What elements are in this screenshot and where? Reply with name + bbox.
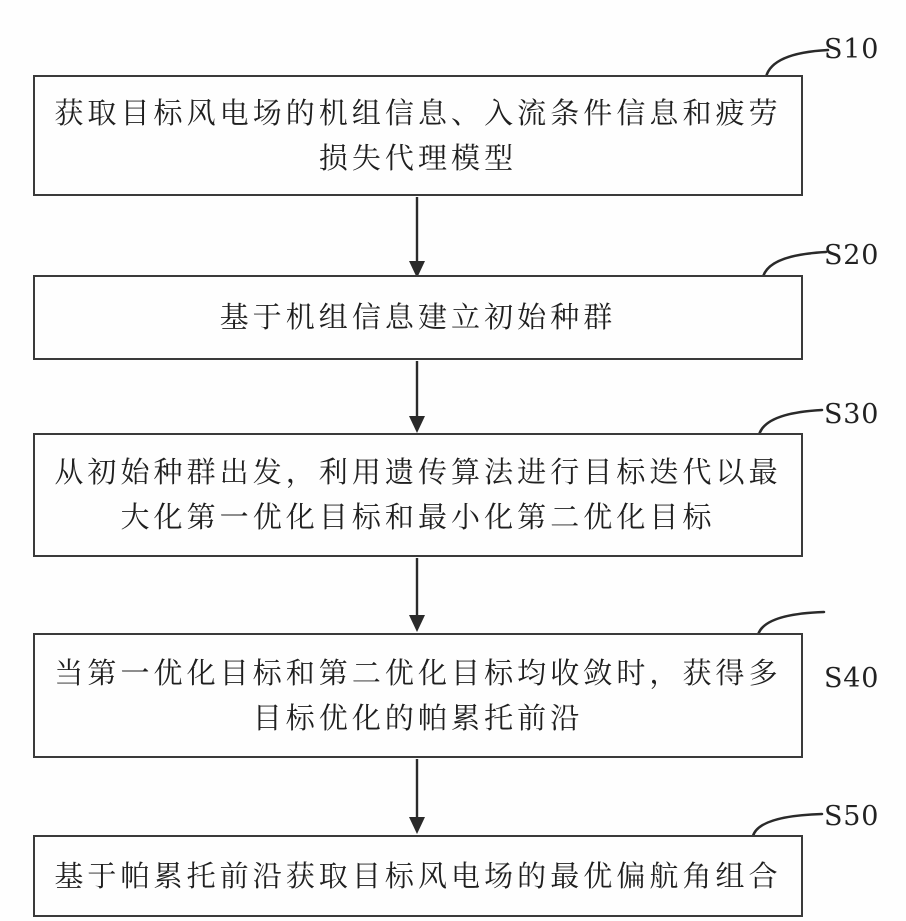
process-box-s40 (33, 633, 803, 758)
leader-line-s50 (753, 814, 822, 836)
process-text-s50: 基于帕累托前沿获取目标风电场的最优偏航角组合 (54, 858, 782, 893)
step-label-s50: S50 (824, 801, 880, 832)
process-box-s50 (33, 835, 803, 917)
step-label-s20: S20 (824, 240, 880, 271)
process-box-s30 (33, 433, 803, 557)
step-label-s30: S30 (824, 399, 880, 430)
step-label-s40: S40 (824, 663, 880, 694)
leader-line-s30 (759, 410, 822, 435)
leader-line-s40 (758, 612, 824, 635)
process-box-s10 (33, 75, 803, 196)
flow-arrow-3 (409, 558, 425, 632)
leader-line-s10 (766, 50, 828, 77)
process-text-s30: 从初始种群出发，利用遗传算法进行目标迭代以最大化第一优化目标和最小化第二优化目标 (54, 455, 782, 534)
process-box-s20 (33, 275, 803, 360)
flow-arrow-4 (409, 759, 425, 834)
process-text-s40: 当第一优化目标和第二优化目标均收敛时，获得多目标优化的帕累托前沿 (54, 655, 782, 735)
process-text-s20: 基于机组信息建立初始种群 (219, 300, 617, 335)
process-text-s10: 获取目标风电场的机组信息、入流条件信息和疲劳损失代理模型 (54, 95, 782, 175)
flow-arrow-1 (409, 197, 425, 278)
flow-arrow-2 (409, 361, 425, 433)
step-label-s10: S10 (824, 34, 880, 65)
leader-line-s20 (763, 252, 826, 277)
